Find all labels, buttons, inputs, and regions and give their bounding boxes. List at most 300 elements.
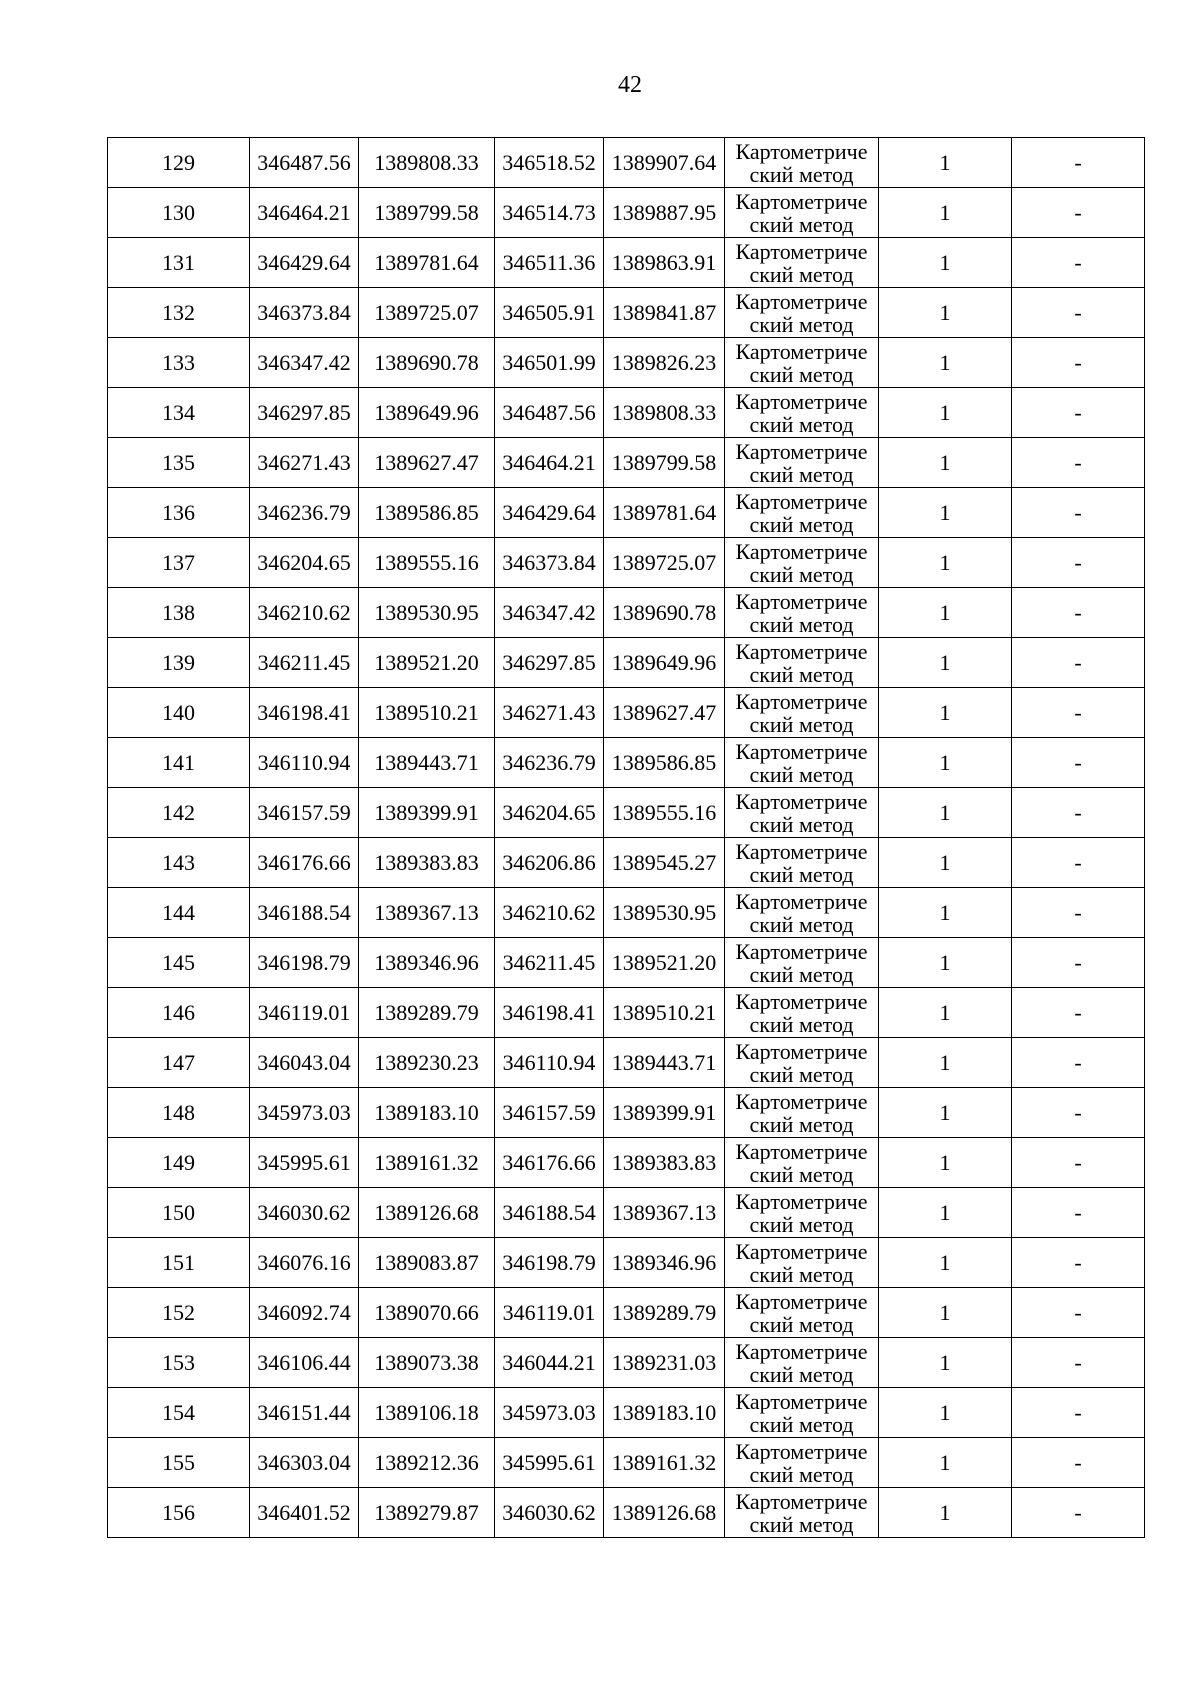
method-cell xyxy=(725,938,879,988)
y1-cell: 1389627.47 xyxy=(359,438,495,488)
method-cell xyxy=(725,988,879,1038)
quantity-cell: 1 xyxy=(879,138,1012,188)
point-number-cell: 146 xyxy=(108,988,250,1038)
method-line-1: Картометриче xyxy=(735,1438,868,1464)
x1-cell: 346236.79 xyxy=(250,488,359,538)
x2-cell: 346464.21 xyxy=(495,438,604,488)
y1-cell: 1389346.96 xyxy=(359,938,495,988)
x1-cell: 346464.21 xyxy=(250,188,359,238)
point-number-cell: 152 xyxy=(108,1288,250,1338)
y1-cell: 1389383.83 xyxy=(359,838,495,888)
dash-cell: - xyxy=(1012,338,1145,388)
x2-cell: 346505.91 xyxy=(495,288,604,338)
x2-cell: 346347.42 xyxy=(495,588,604,638)
x1-cell: 346076.16 xyxy=(250,1238,359,1288)
y1-cell: 1389367.13 xyxy=(359,888,495,938)
x2-cell: 346514.73 xyxy=(495,188,604,238)
quantity-cell: 1 xyxy=(879,438,1012,488)
point-number-cell: 129 xyxy=(108,138,250,188)
dash-cell: - xyxy=(1012,1138,1145,1188)
y2-cell: 1389863.91 xyxy=(604,238,725,288)
x1-cell: 346204.65 xyxy=(250,538,359,588)
point-number-cell: 134 xyxy=(108,388,250,438)
method-line-2: ский метод xyxy=(749,361,854,387)
y1-cell: 1389161.32 xyxy=(359,1138,495,1188)
dash-cell: - xyxy=(1012,1488,1145,1538)
dash-cell: - xyxy=(1012,838,1145,888)
point-number-cell: 136 xyxy=(108,488,250,538)
method-line-2: ский метод xyxy=(749,211,854,237)
method-line-1: Картометриче xyxy=(735,1388,868,1414)
method-line-1: Картометриче xyxy=(735,988,868,1014)
x1-cell: 346092.74 xyxy=(250,1288,359,1338)
y2-cell: 1389586.85 xyxy=(604,738,725,788)
method-cell xyxy=(725,188,879,238)
point-number-cell: 130 xyxy=(108,188,250,238)
y2-cell: 1389443.71 xyxy=(604,1038,725,1088)
point-number-cell: 131 xyxy=(108,238,250,288)
x2-cell: 346030.62 xyxy=(495,1488,604,1538)
method-cell xyxy=(725,1488,879,1538)
y2-cell: 1389183.10 xyxy=(604,1388,725,1438)
table-row xyxy=(108,1238,1145,1288)
table-row xyxy=(108,888,1145,938)
x1-cell: 346373.84 xyxy=(250,288,359,338)
table-row xyxy=(108,838,1145,888)
y2-cell: 1389649.96 xyxy=(604,638,725,688)
method-line-2: ский метод xyxy=(749,561,854,587)
method-cell xyxy=(725,1138,879,1188)
x2-cell: 346110.94 xyxy=(495,1038,604,1088)
table-row xyxy=(108,938,1145,988)
y2-cell: 1389826.23 xyxy=(604,338,725,388)
method-cell xyxy=(725,438,879,488)
table-row xyxy=(108,988,1145,1038)
x1-cell: 346303.04 xyxy=(250,1438,359,1488)
table-row xyxy=(108,1338,1145,1388)
method-line-1: Картометриче xyxy=(735,738,868,764)
y1-cell: 1389073.38 xyxy=(359,1338,495,1388)
method-cell xyxy=(725,688,879,738)
y2-cell: 1389126.68 xyxy=(604,1488,725,1538)
dash-cell: - xyxy=(1012,1038,1145,1088)
x2-cell: 346518.52 xyxy=(495,138,604,188)
dash-cell: - xyxy=(1012,188,1145,238)
method-line-1: Картометриче xyxy=(735,138,868,164)
method-line-1: Картометриче xyxy=(735,688,868,714)
y1-cell: 1389212.36 xyxy=(359,1438,495,1488)
y2-cell: 1389346.96 xyxy=(604,1238,725,1288)
table-row xyxy=(108,538,1145,588)
x1-cell: 346198.79 xyxy=(250,938,359,988)
x1-cell: 346210.62 xyxy=(250,588,359,638)
y2-cell: 1389367.13 xyxy=(604,1188,725,1238)
y1-cell: 1389070.66 xyxy=(359,1288,495,1338)
method-cell xyxy=(725,1438,879,1488)
quantity-cell: 1 xyxy=(879,938,1012,988)
x2-cell: 346204.65 xyxy=(495,788,604,838)
quantity-cell: 1 xyxy=(879,488,1012,538)
method-line-1: Картометриче xyxy=(735,1188,868,1214)
method-line-1: Картометриче xyxy=(735,1138,868,1164)
dash-cell: - xyxy=(1012,138,1145,188)
x1-cell: 345973.03 xyxy=(250,1088,359,1138)
x2-cell: 346044.21 xyxy=(495,1338,604,1388)
table-row xyxy=(108,1038,1145,1088)
x2-cell: 346236.79 xyxy=(495,738,604,788)
point-number-cell: 139 xyxy=(108,638,250,688)
method-line-2: ский метод xyxy=(749,711,854,737)
x2-cell: 346297.85 xyxy=(495,638,604,688)
table-row xyxy=(108,738,1145,788)
table-row xyxy=(108,688,1145,738)
table-row xyxy=(108,188,1145,238)
dash-cell: - xyxy=(1012,538,1145,588)
method-line-2: ский метод xyxy=(749,511,854,537)
x1-cell: 346110.94 xyxy=(250,738,359,788)
y2-cell: 1389231.03 xyxy=(604,1338,725,1388)
point-number-cell: 156 xyxy=(108,1488,250,1538)
method-line-1: Картометриче xyxy=(735,788,868,814)
method-line-1: Картометриче xyxy=(735,588,868,614)
method-line-2: ский метод xyxy=(749,311,854,337)
point-number-cell: 143 xyxy=(108,838,250,888)
quantity-cell: 1 xyxy=(879,788,1012,838)
method-line-2: ский метод xyxy=(749,261,854,287)
y2-cell: 1389799.58 xyxy=(604,438,725,488)
dash-cell: - xyxy=(1012,1238,1145,1288)
y2-cell: 1389808.33 xyxy=(604,388,725,438)
quantity-cell: 1 xyxy=(879,238,1012,288)
y2-cell: 1389521.20 xyxy=(604,938,725,988)
x1-cell: 346347.42 xyxy=(250,338,359,388)
y2-cell: 1389781.64 xyxy=(604,488,725,538)
dash-cell: - xyxy=(1012,788,1145,838)
method-line-1: Картометриче xyxy=(735,1038,868,1064)
method-line-2: ский метод xyxy=(749,461,854,487)
method-line-1: Картометриче xyxy=(735,538,868,564)
point-number-cell: 132 xyxy=(108,288,250,338)
table-row xyxy=(108,288,1145,338)
method-cell xyxy=(725,788,879,838)
y2-cell: 1389690.78 xyxy=(604,588,725,638)
quantity-cell: 1 xyxy=(879,1488,1012,1538)
table-row xyxy=(108,338,1145,388)
y2-cell: 1389725.07 xyxy=(604,538,725,588)
dash-cell: - xyxy=(1012,638,1145,688)
x2-cell: 346211.45 xyxy=(495,938,604,988)
x1-cell: 346151.44 xyxy=(250,1388,359,1438)
method-line-2: ский метод xyxy=(749,861,854,887)
dash-cell: - xyxy=(1012,488,1145,538)
method-line-1: Картометриче xyxy=(735,938,868,964)
method-cell xyxy=(725,888,879,938)
method-line-2: ский метод xyxy=(749,961,854,987)
y2-cell: 1389383.83 xyxy=(604,1138,725,1188)
method-line-2: ский метод xyxy=(749,411,854,437)
y1-cell: 1389230.23 xyxy=(359,1038,495,1088)
x1-cell: 345995.61 xyxy=(250,1138,359,1188)
y1-cell: 1389279.87 xyxy=(359,1488,495,1538)
method-cell xyxy=(725,488,879,538)
table-row xyxy=(108,1488,1145,1538)
quantity-cell: 1 xyxy=(879,838,1012,888)
dash-cell: - xyxy=(1012,288,1145,338)
quantity-cell: 1 xyxy=(879,338,1012,388)
method-cell xyxy=(725,1288,879,1338)
method-cell xyxy=(725,338,879,388)
dash-cell: - xyxy=(1012,1438,1145,1488)
method-line-2: ский метод xyxy=(749,1361,854,1387)
y1-cell: 1389781.64 xyxy=(359,238,495,288)
quantity-cell: 1 xyxy=(879,1088,1012,1138)
point-number-cell: 137 xyxy=(108,538,250,588)
x1-cell: 346211.45 xyxy=(250,638,359,688)
point-number-cell: 148 xyxy=(108,1088,250,1138)
method-line-2: ский метод xyxy=(749,1261,854,1287)
coordinates-table xyxy=(107,137,1145,1538)
method-line-2: ский метод xyxy=(749,1061,854,1087)
method-line-1: Картометриче xyxy=(735,188,868,214)
y1-cell: 1389126.68 xyxy=(359,1188,495,1238)
point-number-cell: 135 xyxy=(108,438,250,488)
x1-cell: 346198.41 xyxy=(250,688,359,738)
x1-cell: 346030.62 xyxy=(250,1188,359,1238)
method-line-2: ский метод xyxy=(749,1511,854,1537)
table-row xyxy=(108,588,1145,638)
method-line-2: ский метод xyxy=(749,611,854,637)
method-line-1: Картометриче xyxy=(735,888,868,914)
x2-cell: 346119.01 xyxy=(495,1288,604,1338)
point-number-cell: 153 xyxy=(108,1338,250,1388)
y2-cell: 1389907.64 xyxy=(604,138,725,188)
quantity-cell: 1 xyxy=(879,988,1012,1038)
point-number-cell: 142 xyxy=(108,788,250,838)
y1-cell: 1389083.87 xyxy=(359,1238,495,1288)
point-number-cell: 144 xyxy=(108,888,250,938)
method-line-2: ский метод xyxy=(749,911,854,937)
dash-cell: - xyxy=(1012,1188,1145,1238)
quantity-cell: 1 xyxy=(879,638,1012,688)
point-number-cell: 133 xyxy=(108,338,250,388)
method-line-1: Картометриче xyxy=(735,1488,868,1514)
method-line-2: ский метод xyxy=(749,1161,854,1187)
y1-cell: 1389690.78 xyxy=(359,338,495,388)
x1-cell: 346119.01 xyxy=(250,988,359,1038)
method-cell xyxy=(725,138,879,188)
method-line-2: ский метод xyxy=(749,811,854,837)
dash-cell: - xyxy=(1012,588,1145,638)
quantity-cell: 1 xyxy=(879,1038,1012,1088)
dash-cell: - xyxy=(1012,1388,1145,1438)
y1-cell: 1389399.91 xyxy=(359,788,495,838)
method-line-2: ский метод xyxy=(749,1111,854,1137)
y2-cell: 1389399.91 xyxy=(604,1088,725,1138)
y2-cell: 1389555.16 xyxy=(604,788,725,838)
method-cell xyxy=(725,588,879,638)
quantity-cell: 1 xyxy=(879,1338,1012,1388)
method-line-1: Картометриче xyxy=(735,1288,868,1314)
y1-cell: 1389530.95 xyxy=(359,588,495,638)
method-cell xyxy=(725,288,879,338)
dash-cell: - xyxy=(1012,938,1145,988)
method-line-1: Картометриче xyxy=(735,1238,868,1264)
y2-cell: 1389530.95 xyxy=(604,888,725,938)
method-line-2: ский метод xyxy=(749,1411,854,1437)
y2-cell: 1389510.21 xyxy=(604,988,725,1038)
point-number-cell: 147 xyxy=(108,1038,250,1088)
method-cell xyxy=(725,538,879,588)
dash-cell: - xyxy=(1012,1338,1145,1388)
y2-cell: 1389841.87 xyxy=(604,288,725,338)
x2-cell: 346210.62 xyxy=(495,888,604,938)
point-number-cell: 150 xyxy=(108,1188,250,1238)
y1-cell: 1389725.07 xyxy=(359,288,495,338)
method-line-2: ский метод xyxy=(749,1461,854,1487)
y1-cell: 1389289.79 xyxy=(359,988,495,1038)
table-row xyxy=(108,238,1145,288)
y1-cell: 1389808.33 xyxy=(359,138,495,188)
page-number: 42 xyxy=(618,72,642,98)
x1-cell: 346297.85 xyxy=(250,388,359,438)
x1-cell: 346176.66 xyxy=(250,838,359,888)
x2-cell: 346188.54 xyxy=(495,1188,604,1238)
dash-cell: - xyxy=(1012,388,1145,438)
dash-cell: - xyxy=(1012,238,1145,288)
method-line-2: ский метод xyxy=(749,661,854,687)
method-line-2: ский метод xyxy=(749,1311,854,1337)
x1-cell: 346043.04 xyxy=(250,1038,359,1088)
point-number-cell: 154 xyxy=(108,1388,250,1438)
method-cell xyxy=(725,1188,879,1238)
method-line-1: Картометриче xyxy=(735,838,868,864)
table-body xyxy=(108,138,1145,1538)
x2-cell: 346373.84 xyxy=(495,538,604,588)
table-row xyxy=(108,1388,1145,1438)
quantity-cell: 1 xyxy=(879,1188,1012,1238)
y1-cell: 1389443.71 xyxy=(359,738,495,788)
method-line-1: Картометриче xyxy=(735,288,868,314)
y1-cell: 1389510.21 xyxy=(359,688,495,738)
point-number-cell: 138 xyxy=(108,588,250,638)
y2-cell: 1389627.47 xyxy=(604,688,725,738)
x2-cell: 345995.61 xyxy=(495,1438,604,1488)
method-line-1: Картометриче xyxy=(735,638,868,664)
method-cell xyxy=(725,388,879,438)
method-cell xyxy=(725,638,879,688)
method-line-2: ский метод xyxy=(749,761,854,787)
quantity-cell: 1 xyxy=(879,738,1012,788)
y2-cell: 1389887.95 xyxy=(604,188,725,238)
method-line-1: Картометриче xyxy=(735,1088,868,1114)
method-cell xyxy=(725,1388,879,1438)
quantity-cell: 1 xyxy=(879,1138,1012,1188)
table-row xyxy=(108,1438,1145,1488)
y1-cell: 1389183.10 xyxy=(359,1088,495,1138)
quantity-cell: 1 xyxy=(879,188,1012,238)
y2-cell: 1389161.32 xyxy=(604,1438,725,1488)
x2-cell: 346176.66 xyxy=(495,1138,604,1188)
dash-cell: - xyxy=(1012,988,1145,1038)
point-number-cell: 155 xyxy=(108,1438,250,1488)
point-number-cell: 140 xyxy=(108,688,250,738)
quantity-cell: 1 xyxy=(879,1438,1012,1488)
x2-cell: 346157.59 xyxy=(495,1088,604,1138)
dash-cell: - xyxy=(1012,1288,1145,1338)
method-line-2: ский метод xyxy=(749,1011,854,1037)
table-row xyxy=(108,438,1145,488)
x1-cell: 346401.52 xyxy=(250,1488,359,1538)
table-row xyxy=(108,1088,1145,1138)
table-row xyxy=(108,1188,1145,1238)
table-row xyxy=(108,138,1145,188)
method-line-1: Картометриче xyxy=(735,488,868,514)
x2-cell: 346487.56 xyxy=(495,388,604,438)
method-cell xyxy=(725,1338,879,1388)
dash-cell: - xyxy=(1012,688,1145,738)
x1-cell: 346188.54 xyxy=(250,888,359,938)
x2-cell: 346271.43 xyxy=(495,688,604,738)
method-line-1: Картометриче xyxy=(735,238,868,264)
y2-cell: 1389289.79 xyxy=(604,1288,725,1338)
x1-cell: 346429.64 xyxy=(250,238,359,288)
table-row xyxy=(108,638,1145,688)
table-row xyxy=(108,1138,1145,1188)
quantity-cell: 1 xyxy=(879,538,1012,588)
dash-cell: - xyxy=(1012,438,1145,488)
y1-cell: 1389586.85 xyxy=(359,488,495,538)
method-cell xyxy=(725,838,879,888)
dash-cell: - xyxy=(1012,738,1145,788)
x1-cell: 346157.59 xyxy=(250,788,359,838)
quantity-cell: 1 xyxy=(879,588,1012,638)
method-cell xyxy=(725,1088,879,1138)
method-line-1: Картометриче xyxy=(735,388,868,414)
x2-cell: 346429.64 xyxy=(495,488,604,538)
quantity-cell: 1 xyxy=(879,1238,1012,1288)
point-number-cell: 151 xyxy=(108,1238,250,1288)
table-row xyxy=(108,388,1145,438)
method-line-1: Картометриче xyxy=(735,1338,868,1364)
x2-cell: 346501.99 xyxy=(495,338,604,388)
quantity-cell: 1 xyxy=(879,1288,1012,1338)
x1-cell: 346271.43 xyxy=(250,438,359,488)
method-line-1: Картометриче xyxy=(735,338,868,364)
x1-cell: 346487.56 xyxy=(250,138,359,188)
point-number-cell: 149 xyxy=(108,1138,250,1188)
x2-cell: 346206.86 xyxy=(495,838,604,888)
method-line-2: ский метод xyxy=(749,1211,854,1237)
quantity-cell: 1 xyxy=(879,388,1012,438)
method-cell xyxy=(725,238,879,288)
quantity-cell: 1 xyxy=(879,888,1012,938)
method-line-1: Картометриче xyxy=(735,438,868,464)
quantity-cell: 1 xyxy=(879,1388,1012,1438)
point-number-cell: 145 xyxy=(108,938,250,988)
y2-cell: 1389545.27 xyxy=(604,838,725,888)
quantity-cell: 1 xyxy=(879,688,1012,738)
x2-cell: 346511.36 xyxy=(495,238,604,288)
method-cell xyxy=(725,1238,879,1288)
y1-cell: 1389521.20 xyxy=(359,638,495,688)
method-line-2: ский метод xyxy=(749,161,854,187)
y1-cell: 1389799.58 xyxy=(359,188,495,238)
x2-cell: 346198.79 xyxy=(495,1238,604,1288)
x1-cell: 346106.44 xyxy=(250,1338,359,1388)
method-cell xyxy=(725,738,879,788)
x2-cell: 346198.41 xyxy=(495,988,604,1038)
y1-cell: 1389555.16 xyxy=(359,538,495,588)
